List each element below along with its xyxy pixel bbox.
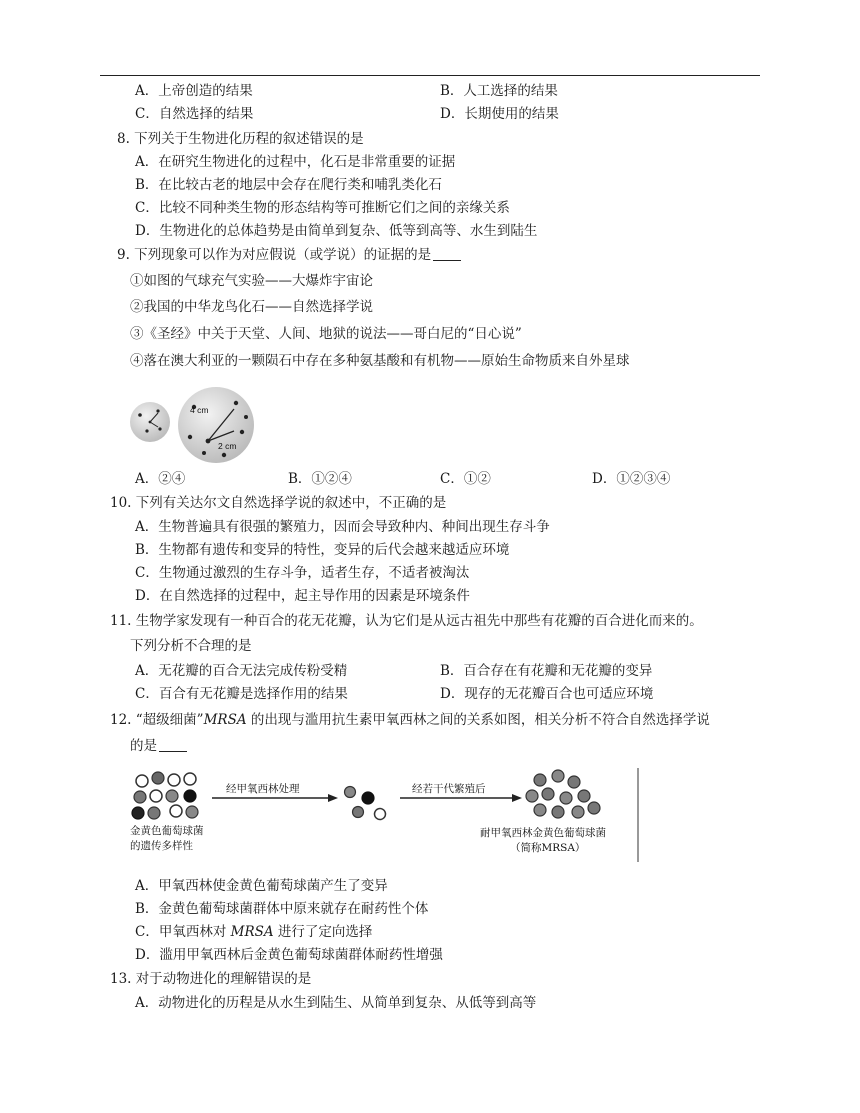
q10-option-b: B．生物都有遗传和变异的特性，变异的后代会越来越适应环境: [135, 542, 510, 558]
q9-item-3: ③《圣经》中关于天堂、人间、地狱的说法——哥白尼的“日心说”: [130, 326, 522, 342]
q10-stem: 10. 下列有关达尔文自然选择学说的叙述中，不正确的是: [110, 495, 447, 511]
arrow1-label: 经甲氧西林处理: [226, 783, 300, 795]
q9-option-d: D．①②③④: [592, 471, 671, 487]
q7-option-a: A．上帝创造的结果: [135, 83, 253, 99]
q10-option-d: D．在自然选择的过程中，起主导作用的因素是环境条件: [135, 588, 470, 604]
q7-option-d: D．长期使用的结果: [440, 106, 559, 122]
q12-option-d: D．滥用甲氧西林后金黄色葡萄球菌群体耐药性增强: [135, 947, 443, 963]
q9-stem: 9. 下列现象可以作为对应假说（或学说）的证据的是: [117, 246, 461, 264]
q11-option-b: B．百合存在有花瓣和无花瓣的变异: [440, 663, 653, 679]
q12-option-b: B．金黄色葡萄球菌群体中原来就存在耐药性个体: [135, 901, 429, 917]
header-rule: [100, 75, 760, 76]
q10-option-a: A．生物普遍具有很强的繁殖力，因而会导致种内、种间出现生存斗争: [135, 519, 550, 535]
large-balloon: [178, 387, 254, 463]
q7-option-c: C．自然选择的结果: [135, 106, 254, 122]
q9-option-b: B．①②④: [288, 471, 352, 487]
mrsa-figure: [128, 766, 643, 864]
left-label-1: 金黄色葡萄球菌: [130, 825, 204, 837]
left-label-2: 的遗传多样性: [130, 840, 193, 852]
answer-blank: [433, 247, 461, 261]
q9-item-2: ②我国的中华龙鸟化石——自然选择学说: [130, 299, 373, 315]
q9-option-a: A．②④: [135, 471, 186, 487]
q10-option-c: C．生物通过激烈的生存斗争，适者生存，不适者被淘汰: [135, 565, 470, 581]
q7-option-b: B．人工选择的结果: [440, 83, 558, 99]
q8-option-d: D．生物进化的总体趋势是由简单到复杂、低等到高等、水生到陆生: [135, 223, 538, 239]
small-balloon: [130, 402, 170, 442]
q8-option-c: C．比较不同种类生物的形态结构等可推断它们之间的亲缘关系: [135, 200, 510, 216]
q11-stem-line1: 11. 生物学家发现有一种百合的花无花瓣，认为它们是从远古祖先中那些有花瓣的百合进化而来的。: [110, 613, 703, 629]
label-2cm: 2 cm: [218, 441, 237, 451]
bacteria-group-resistant: [526, 770, 600, 818]
bacteria-group-initial: [132, 772, 198, 819]
q11-stem-line2: 下列分析不合理的是: [130, 638, 252, 654]
right-label-1: 耐甲氧西林金黄色葡萄球菌: [480, 827, 606, 839]
q12-option-c: C．甲氧西林对 MRSA 进行了定向选择: [135, 924, 373, 940]
q11-option-d: D．现存的无花瓣百合也可适应环境: [440, 686, 654, 702]
balloon-figure: [128, 385, 258, 465]
q8-stem: 8. 下列关于生物进化历程的叙述错误的是: [117, 131, 364, 147]
q11-option-c: C．百合有无花瓣是选择作用的结果: [135, 686, 348, 702]
q9-option-c: C．①②: [440, 471, 491, 487]
q8-option-a: A．在研究生物进化的过程中，化石是非常重要的证据: [135, 154, 456, 170]
answer-blank: [159, 738, 187, 752]
q8-option-b: B．在比较古老的地层中会存在爬行类和哺乳类化石: [135, 177, 442, 193]
q9-item-1: ①如图的气球充气实验——大爆炸宇宙论: [130, 273, 373, 289]
q12-stem-line2: 的是: [130, 737, 187, 755]
arrow2-label: 经若干代繁殖后: [412, 783, 486, 795]
q13-option-a: A．动物进化的历程是从水生到陆生、从简单到复杂、从低等到高等: [135, 995, 537, 1011]
arrow2-head: [512, 794, 522, 802]
q11-option-a: A．无花瓣的百合无法完成传粉受精: [135, 663, 348, 679]
label-4cm: 4 cm: [190, 405, 209, 415]
q12-option-a: A．甲氧西林使金黄色葡萄球菌产生了变异: [135, 878, 388, 894]
q13-stem: 13. 对于动物进化的理解错误的是: [110, 971, 312, 987]
q12-stem-line1: 12. “超级细菌”MRSA 的出现与滥用抗生素甲氧西林之间的关系如图，相关分析不符合自然选择学说: [110, 712, 710, 728]
bacteria-group-treated: [345, 787, 386, 820]
arrow1-head: [328, 794, 338, 802]
q9-item-4: ④落在澳大利亚的一颗陨石中存在多种氨基酸和有机物——原始生命物质来自外星球: [130, 353, 630, 369]
right-label-2: （简称MRSA）: [510, 842, 586, 854]
